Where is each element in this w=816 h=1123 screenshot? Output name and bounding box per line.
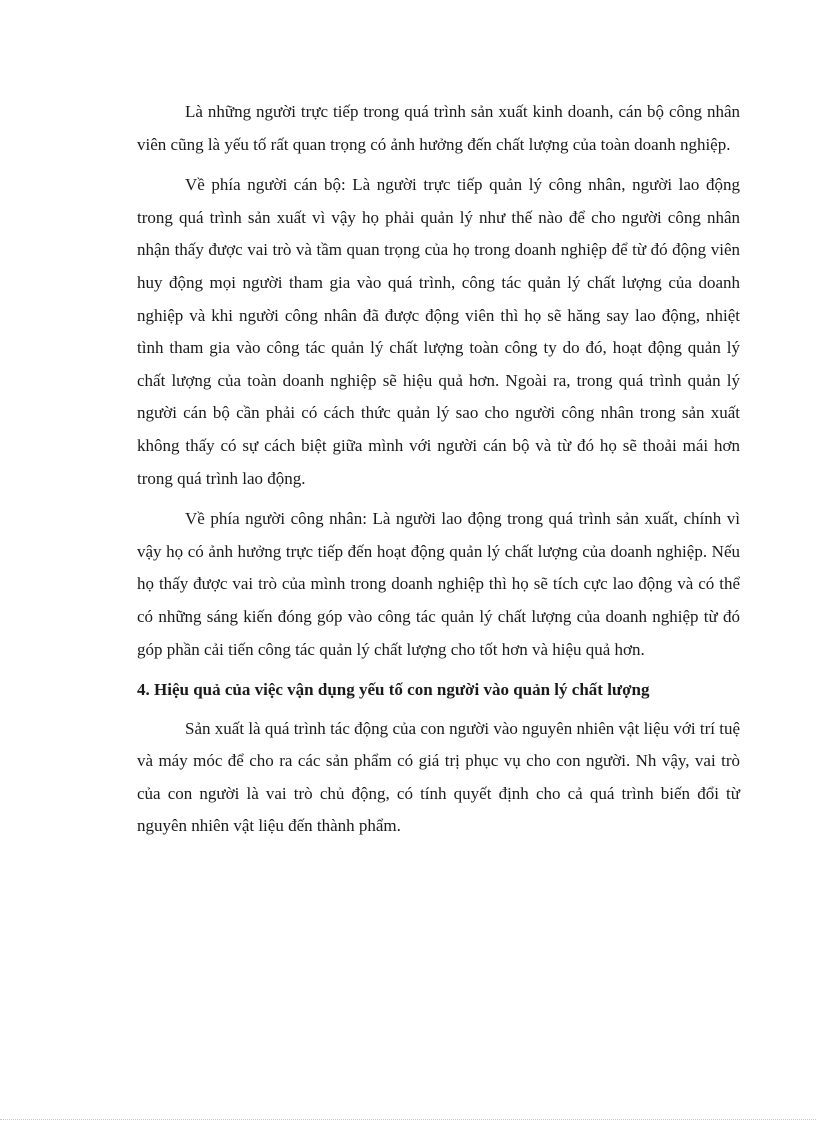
paragraph-manager-side: Về phía người cán bộ: Là người trực tiếp quản lý công nhân, người lao động trong quá trình sản xuất vì vậy họ phải quản lý như thế nào để cho người công nhân nhận thấy được vai trò và tầm quan trọng của họ trong doanh nghiệp để từ đó động viên huy động mọi người tham gia vào quá trình, công tác quản lý chất lượng của doanh nghiệp và khi người công nhân đã được động viên thì họ sẽ hăng say lao động, nhiệt tình tham gia vào công tác quản lý chất lượng toàn công ty do đó, hoạt động quản lý chất lượng của toàn doanh nghiệp sẽ hiệu quả hơn. Ngoài ra, trong quá trình quản lý người cán bộ cần phải có cách thức quản lý sao cho người công nhân trong sản xuất không thấy có sự cách biệt giữa mình với người cán bộ và từ đó họ sẽ thoải mái hơn trong quá trình lao động. (137, 175, 740, 488)
paragraph-production: Sản xuất là quá trình tác động của con người vào nguyên nhiên vật liệu với trí tuệ và máy móc để cho ra các sản phẩm có giá trị phục vụ cho con người. Nh vậy, vai trò của con người là vai trò chủ động, có tính quyết định cho cả quá trình biến đổi từ nguyên nhiên vật liệu đến thành phẩm. (137, 718, 740, 836)
paragraph-worker-side: Về phía người công nhân: Là người lao động trong quá trình sản xuất, chính vì vậy họ có ảnh hưởng trực tiếp đến hoạt động quản lý chất lượng của doanh nghiệp. Nếu họ thấy được vai trò của mình trong doanh nghiệp thì họ sẽ tích cực lao động và có thể có những sáng kiến đóng góp vào công tác quản lý chất lượng của doanh nghiệp từ đó góp phần cải tiến công tác quản lý chất lượng cho tốt hơn và hiệu quả hơn. (137, 509, 740, 659)
document-body (137, 96, 740, 851)
section-heading: 4. Hiệu quả của việc vận dụng yếu tố con người vào quản lý chất lượng (137, 680, 650, 700)
page-bottom-divider (0, 1119, 816, 1120)
paragraph-staff-role: Là những người trực tiếp trong quá trình sản xuất kinh doanh, cán bộ công nhân viên cũng là yếu tố rất quan trọng có ảnh hưởng đến chất lượng của toàn doanh nghiệp. (137, 102, 740, 154)
